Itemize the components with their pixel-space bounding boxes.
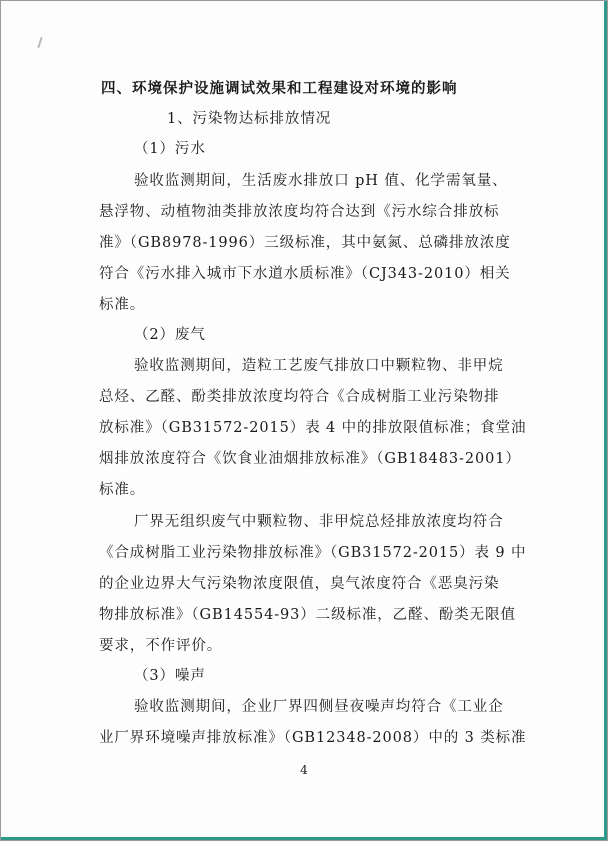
waste-gas-line: 《合成树脂工业污染物排放标准》（GB31572-2015）表 9 中 (99, 545, 527, 561)
noise-heading: （3）噪声 (134, 668, 206, 684)
waste-gas-line: 的企业边界大气污染物浓度限值，臭气浓度符合《恶臭污染 (99, 576, 500, 592)
noise-line: 业厂界环境噪声排放标准》（GB12348-2008）中的 3 类标准 (99, 730, 527, 746)
waste-gas-line: 厂界无组织废气中颗粒物、非甲烷总烃排放浓度均符合 (134, 514, 504, 530)
wastewater-line: 悬浮物、动植物油类排放浓度均符合达到《污水综合排放标 (99, 204, 500, 220)
subsection-heading: 1、污染物达标排放情况 (167, 111, 332, 127)
wastewater-heading: （1）污水 (134, 141, 206, 157)
waste-gas-line: 要求，不作评价。 (99, 638, 223, 654)
section-heading: 四、环境保护设施调试效果和工程建设对环境的影响 (101, 80, 458, 97)
waste-gas-heading: （2）废气 (134, 327, 206, 343)
wastewater-line: 准》（GB8978-1996）三级标准，其中氨氮、总磷排放浓度 (99, 235, 511, 251)
waste-gas-line: 标准。 (99, 482, 146, 498)
waste-gas-line: 总烃、乙醛、酚类排放浓度均符合《合成树脂工业污染物排 (99, 389, 500, 405)
waste-gas-line: 放标准》（GB31572-2015）表 4 中的排放限值标准；食堂油 (99, 420, 527, 436)
wastewater-line: 标准。 (99, 297, 146, 313)
page-edge-bottom (1, 837, 607, 840)
waste-gas-line: 验收监测期间，造粒工艺废气排放口中颗粒物、非甲烷 (134, 358, 504, 374)
wastewater-line: 验收监测期间，生活废水排放口 pH 值、化学需氧量、 (134, 173, 508, 189)
waste-gas-line: 物排放标准》（GB14554-93）二级标准，乙醛、酚类无限值 (99, 607, 516, 623)
page-edge-right (604, 1, 607, 840)
waste-gas-line: 烟排放浓度符合《饮食业油烟排放标准》（GB18483-2001） (99, 451, 521, 467)
page-number: 4 (300, 763, 308, 777)
scan-mark (37, 37, 42, 48)
noise-line: 验收监测期间，企业厂界四侧昼夜噪声均符合《工业企 (134, 699, 504, 715)
wastewater-line: 符合《污水排入城市下水道水质标准》（CJ343-2010）相关 (99, 266, 511, 282)
